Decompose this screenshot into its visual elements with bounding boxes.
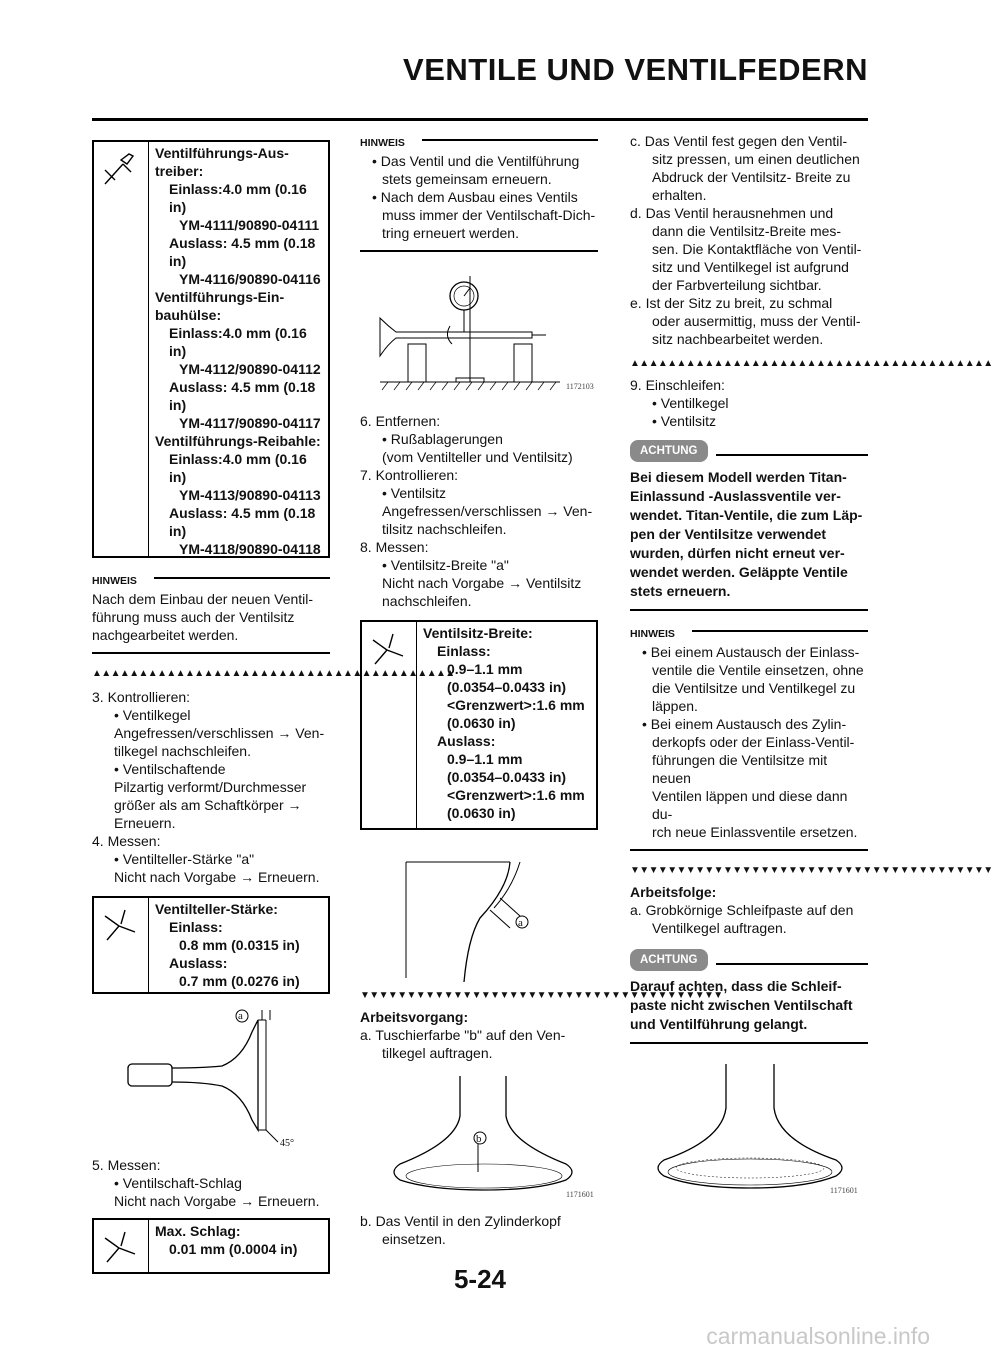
step-line: Angefressen/verschlissen → Ven-	[382, 503, 593, 519]
step-line: sitz nachbearbeitet werden.	[652, 331, 824, 347]
step-line: erhalten.	[652, 187, 707, 203]
spec-line: in)	[169, 343, 187, 359]
step-line: 3. Kontrollieren:	[92, 689, 191, 705]
step-line: a. Tuschierfarbe "b" auf den Ven-	[360, 1027, 566, 1043]
caution-line: Bei diesem Modell werden Titan-	[630, 469, 847, 485]
step-line: der Farbverteilung sichtbar.	[652, 277, 822, 293]
step-line: • Ventilkegel	[114, 707, 191, 723]
spec-line: (0.0630 in)	[447, 805, 516, 821]
spec-line: Max. Schlag:	[155, 1223, 241, 1239]
valve-thickness-figure	[92, 1002, 330, 1152]
step-line: oder ausermittig, muss der Ventil-	[652, 313, 861, 329]
figure-code: 1172103	[566, 382, 594, 391]
note-line: läppen.	[652, 698, 698, 714]
note-line: rch neue Einlassventile ersetzen.	[652, 824, 858, 840]
figure-label: 45°	[280, 1138, 294, 1149]
step-line: (vom Ventilteller und Ventilsitz)	[382, 449, 573, 465]
step-line: Nicht nach Vorgabe → Erneuern.	[114, 869, 320, 885]
valve-paste-figure	[630, 1064, 868, 1202]
step-line: Angefressen/verschlissen → Ven-	[114, 725, 325, 741]
caution-line: Darauf achten, dass die Schleif-	[630, 978, 842, 994]
page-number: 5-24	[453, 1264, 507, 1294]
spec-line: Einlass:	[437, 643, 491, 659]
step-line: e. Ist der Sitz zu breit, zu schmal	[630, 295, 833, 311]
step-line: • Ventilschaft-Schlag	[114, 1175, 242, 1191]
caution-badge: ACHTUNG	[630, 440, 708, 462]
caution-block	[630, 949, 868, 1044]
note-line: • Nach dem Ausbau eines Ventils	[372, 189, 578, 205]
spec-line: (0.0354–0.0433 in)	[447, 769, 567, 785]
tool-icon	[94, 142, 149, 556]
spec-line: 0.9–1.1 mm	[447, 751, 523, 767]
valve-paint-figure	[360, 1076, 598, 1198]
caution-line: paste nicht zwischen Ventilschaft	[630, 997, 853, 1013]
step-line: tilkegel nachschleifen.	[114, 743, 251, 759]
step-line: 9. Einschleifen:	[630, 377, 725, 393]
triangle-separator: ▼▼▼▼▼▼▼▼▼▼▼▼▼▼▼▼▼▼▼▼▼▼▼▼▼▼▼▼▼▼▼▼▼▼▼▼▼▼▼	[360, 990, 723, 1001]
caution-line: Einlassund -Auslassventile ver-	[630, 488, 841, 504]
caution-line: wurden, dürfen nicht erneut ver-	[630, 545, 845, 561]
spec-line: Auslass:	[437, 733, 496, 749]
note-line: führungen die Ventilsitze mit neuen	[652, 752, 828, 786]
spec-line: <Grenzwert>:1.6 mm	[447, 697, 585, 713]
spec-line: YM-4116/90890-04116	[179, 271, 321, 287]
step-line: tilsitz nachschleifen.	[382, 521, 507, 537]
runout-gauge-figure	[360, 266, 598, 406]
note-label: HINWEIS	[360, 137, 405, 149]
note-label: HINWEIS	[630, 628, 675, 640]
spec-line: YM-4117/90890-04117	[179, 415, 321, 431]
step-line: Nicht nach Vorgabe → Ventilsitz	[382, 575, 582, 591]
spec-line: in)	[169, 523, 187, 539]
spec-line: 0.01 mm (0.0004 in)	[169, 1241, 298, 1257]
spec-line: in)	[169, 253, 187, 269]
spec-line: Auslass: 4.5 mm (0.18	[169, 235, 316, 251]
step-line: b. Das Ventil in den Zylinderkopf	[360, 1213, 561, 1229]
note-line: • Bei einem Austausch des Zylin-	[642, 716, 847, 732]
note-line: Ventilen läppen und diese dann du-	[652, 788, 848, 822]
spec-line: Auslass:	[169, 955, 228, 971]
step-line: d. Das Ventil herausnehmen und	[630, 205, 834, 221]
note-line: nachgearbeitet werden.	[92, 627, 239, 643]
measure-icon	[362, 622, 417, 828]
spec-line: Einlass:	[169, 919, 223, 935]
caution-line: wendet. Titan-Ventile, die zum Läp-	[630, 507, 863, 523]
figure-code: 1171601	[566, 1190, 594, 1199]
spec-line: YM-4113/90890-04113	[179, 487, 321, 503]
step-line: c. Das Ventil fest gegen den Ventil-	[630, 133, 848, 149]
measure-icon	[94, 898, 149, 992]
step-line: 6. Entfernen:	[360, 413, 441, 429]
spec-line: Ventilführungs-Reibahle:	[155, 433, 321, 449]
step-line: • Rußablagerungen	[382, 431, 503, 447]
triangle-separator: ▲▲▲▲▲▲▲▲▲▲▲▲▲▲▲▲▲▲▲▲▲▲▲▲▲▲▲▲▲▲▲▲▲▲▲▲▲▲▲	[92, 668, 455, 679]
note-line: ventile die Ventile einsetzen, ohne	[652, 662, 864, 678]
step-line: • Ventilschaftende	[114, 761, 226, 777]
spec-line: <Grenzwert>:1.6 mm	[447, 787, 585, 803]
note-block	[630, 623, 868, 851]
right-column	[630, 132, 993, 1202]
step-line: tilkegel auftragen.	[382, 1045, 493, 1061]
triangle-separator: ▼▼▼▼▼▼▼▼▼▼▼▼▼▼▼▼▼▼▼▼▼▼▼▼▼▼▼▼▼▼▼▼▼▼▼▼▼▼▼	[630, 865, 993, 876]
caution-line: und Ventilführung gelangt.	[630, 1016, 808, 1032]
note-label: HINWEIS	[92, 575, 137, 587]
step-line: • Ventilsitz-Breite "a"	[382, 557, 509, 573]
step-line: dann die Ventilsitz-Breite mes-	[652, 223, 842, 239]
step-line: 7. Kontrollieren:	[360, 467, 459, 483]
step-line: Erneuern.	[114, 815, 176, 831]
spec-line: 0.9–1.1 mm	[447, 661, 523, 677]
caution-line: wendet werden. Geläppte Ventile	[630, 564, 848, 580]
spec-line: in)	[169, 469, 187, 485]
step-line: sitz pressen, um einen deutlichen	[652, 151, 860, 167]
step-line: größer als am Schaftkörper →	[114, 797, 302, 813]
valve-seat-figure	[360, 858, 598, 986]
step-line: • Ventilkegel	[652, 395, 729, 411]
spec-line: Ventilführungs-Aus-	[155, 145, 289, 161]
spec-box-teller	[92, 896, 330, 994]
spec-line: YM-4111/90890-04111	[179, 217, 320, 233]
watermark: carmanualsonline.info	[706, 1323, 930, 1349]
spec-line: 0.7 mm (0.0276 in)	[179, 973, 300, 989]
step-line: 5. Messen:	[92, 1157, 161, 1173]
spec-line: Ventilteller-Stärke:	[155, 901, 278, 917]
spec-line: treiber:	[155, 163, 204, 179]
note-line: derkopfs oder der Einlass-Ventil-	[652, 734, 855, 750]
note-block	[360, 132, 598, 252]
note-line: die Ventilsitze und Ventilkegel zu	[652, 680, 856, 696]
step-line: sen. Die Kontaktfläche von Ventil-	[652, 241, 862, 257]
caution-line: stets erneuern.	[630, 583, 731, 599]
page-title: VENTILE UND VENTILFEDERN	[403, 52, 868, 87]
spec-line: Einlass:4.0 mm (0.16	[169, 181, 307, 197]
step-line: nachschleifen.	[382, 593, 472, 609]
figure-label: b	[476, 1133, 482, 1145]
tool-spec-box	[92, 140, 330, 558]
caution-line: pen der Ventilsitze verwendet	[630, 526, 827, 542]
step-line: sitz und Ventilkegel ist aufgrund	[652, 259, 849, 275]
note-line: führung muss auch der Ventilsitz	[92, 609, 295, 625]
spec-line: Einlass:4.0 mm (0.16	[169, 451, 307, 467]
spec-line: bauhülse:	[155, 307, 222, 323]
spec-box-sitz	[360, 620, 598, 830]
step-line: Abdruck der Ventilsitz- Breite zu	[652, 169, 851, 185]
note-line: • Bei einem Austausch der Einlass-	[642, 644, 860, 660]
step-line: einsetzen.	[382, 1231, 446, 1247]
procedure-title: Arbeitsvorgang:	[360, 1009, 469, 1025]
step-line: • Ventilsitz	[382, 485, 447, 501]
spec-line: 0.8 mm (0.0315 in)	[179, 937, 300, 953]
figure-code: 1171601	[830, 1186, 858, 1195]
spec-line: (0.0630 in)	[447, 715, 516, 731]
spec-line: (0.0354–0.0433 in)	[447, 679, 567, 695]
spec-line: Ventilsitz-Breite:	[423, 625, 533, 641]
spec-line: Ventilführungs-Ein-	[155, 289, 285, 305]
step-line: Ventilkegel auftragen.	[652, 920, 787, 936]
step-line: a. Grobkörnige Schleifpaste auf den	[630, 902, 854, 918]
spec-line: Auslass: 4.5 mm (0.18	[169, 505, 316, 521]
note-line: • Das Ventil und die Ventilführung	[372, 153, 580, 169]
figure-label: a	[518, 917, 523, 929]
triangle-separator: ▲▲▲▲▲▲▲▲▲▲▲▲▲▲▲▲▲▲▲▲▲▲▲▲▲▲▲▲▲▲▲▲▲▲▲▲▲▲▲	[630, 358, 993, 369]
spec-line: Einlass:4.0 mm (0.16	[169, 325, 307, 341]
step-line: • Ventilteller-Stärke "a"	[114, 851, 255, 867]
note-line: muss immer der Ventilschaft-Dich-	[382, 207, 596, 223]
step-line: 4. Messen:	[92, 833, 161, 849]
header-rule	[92, 118, 868, 121]
spec-line: Auslass: 4.5 mm (0.18	[169, 379, 316, 395]
note-line: tring erneuert werden.	[382, 225, 519, 241]
step-line: 8. Messen:	[360, 539, 429, 555]
caution-block	[630, 440, 868, 611]
spec-line: in)	[169, 199, 187, 215]
caution-badge: ACHTUNG	[630, 949, 708, 971]
spec-line: in)	[169, 397, 187, 413]
step-line: Pilzartig verformt/Durchmesser	[114, 779, 307, 795]
step-line: Nicht nach Vorgabe → Erneuern.	[114, 1193, 320, 1209]
note-block	[92, 570, 330, 654]
figure-label: a	[238, 1010, 243, 1022]
spec-line: YM-4118/90890-04118	[179, 541, 321, 557]
spec-line: YM-4112/90890-04112	[179, 361, 321, 377]
note-line: stets gemeinsam erneuern.	[382, 171, 552, 187]
step-line: • Ventilsitz	[652, 413, 717, 429]
procedure-title: Arbeitsfolge:	[630, 884, 717, 900]
note-line: Nach dem Einbau der neuen Ventil-	[92, 591, 314, 607]
